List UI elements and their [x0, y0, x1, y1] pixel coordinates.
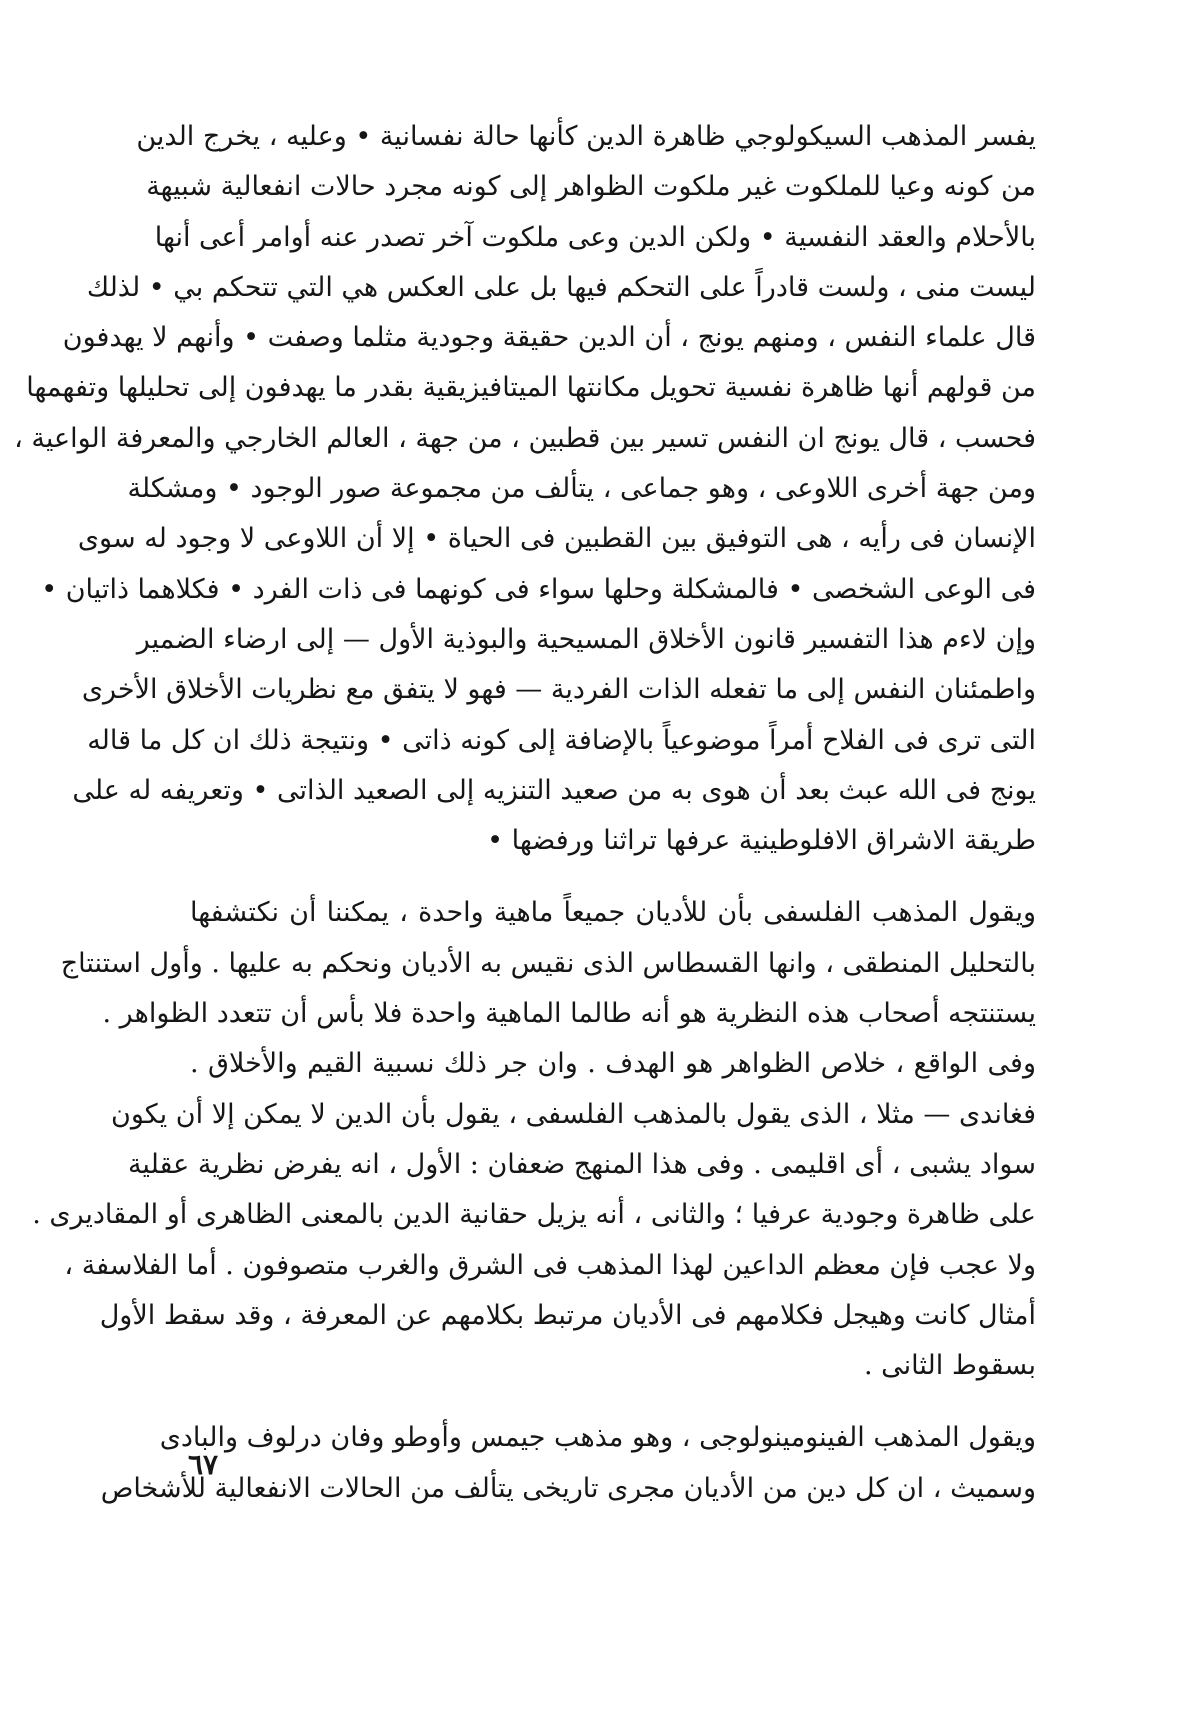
- text-line: فى الوعى الشخصى • فالمشكلة وحلها سواء فى كونهما فى ذات الفرد • فكلاهما ذاتيان •: [41, 573, 1036, 605]
- paragraph-gap: [190, 1391, 1036, 1413]
- text-line: على ظاهرة وجودية عرفيا ؛ والثانى ، أنه يزيل حقانية الدين بالمعنى الظاهرى أو المقاديرى .: [32, 1199, 1036, 1231]
- text-line: وفى الواقع ، خلاص الظواهر هو الهدف . وان جر ذلك نسبية القيم والأخلاق .: [190, 1048, 1036, 1080]
- text-line: أمثال كانت وهيجل فكلامهم فى الأديان مرتبط بكلامهم عن المعرفة ، وقد سقط الأول: [99, 1299, 1036, 1331]
- text-line: طريقة الاشراق الافلوطينية عرفها تراثنا ورفضها •: [487, 825, 1036, 857]
- text-line: ويقول المذهب الفينومينولوجى ، وهو مذهب جيمس وأوطو وفان درلوف والبادى: [159, 1422, 1036, 1454]
- text-line: ليست منى ، ولست قادراً على التحكم فيها بل على العكس هي التي تتحكم بي • لذلك: [86, 271, 1036, 303]
- text-line: يفسر المذهب السيكولوجي ظاهرة الدين كأنها حالة نفسانية • وعليه ، يخرج الدين: [136, 121, 1036, 152]
- text-line: التى ترى فى الفلاح أمراً موضوعياً بالإضافة إلى كونه ذاتى • ونتيجة ذلك ان كل ما قاله: [87, 724, 1036, 756]
- text-line: بالأحلام والعقد النفسية • ولكن الدين وعى ملكوت آخر تصدر عنه أوامر أعى أنها: [154, 221, 1036, 253]
- paragraph-psychological: [14, 112, 1036, 866]
- page-number: ٦٧: [188, 1448, 219, 1481]
- text-line: ويقول المذهب الفلسفى بأن للأديان جميعاً ماهية واحدة ، يمكننا أن نكتشفها: [190, 897, 1036, 929]
- text-line: بالتحليل المنطقى ، وانها القسطاس الذى نقيس به الأديان ونحكم به عليها . وأول استنتاج: [60, 947, 1036, 979]
- text-line: ولا عجب فإن معظم الداعين لهذا المذهب فى الشرق والغرب متصوفون . أما الفلاسفة ،: [64, 1249, 1036, 1281]
- text-line: يونج فى الله عبث بعد أن هوى به من صعيد التنزيه إلى الصعيد الذاتى • وتعريفه له على: [72, 774, 1036, 806]
- paragraph-philosophical: [32, 888, 1036, 1391]
- text-line: سواد يشبى ، أى اقليمى . وفى هذا المنهج ضعفان : الأول ، انه يفرض نظرية عقلية: [127, 1148, 1036, 1180]
- text-line: ومن جهة أخرى اللاوعى ، وهو جماعى ، يتألف من مجموعة صور الوجود • ومشكلة: [127, 473, 1036, 505]
- text-line: من كونه وعيا للملكوت غير ملكوت الظواهر إلى كونه مجرد حالات انفعالية شبيهة: [146, 171, 1036, 203]
- text-line: قال علماء النفس ، ومنهم يونج ، أن الدين حقيقة وجودية مثلما وصفت • وأنهم لا يهدفون: [62, 322, 1036, 354]
- paragraph-phenomenological: [100, 1413, 1036, 1514]
- text-line: واطمئنان النفس إلى ما تفعله الذات الفردية — فهو لا يتفق مع نظريات الأخلاق الأخرى: [81, 674, 1036, 706]
- text-line: يستنتجه أصحاب هذه النظرية هو أنه طالما الماهية واحدة فلا بأس أن تتعدد الظواهر .: [102, 998, 1036, 1030]
- text-line: من قولهم أنها ظاهرة نفسية تحويل مكانتها الميتافيزيقية بقدر ما يهدفون إلى تحليلها وتفهمها: [26, 372, 1036, 404]
- text-line: فغاندى — مثلا ، الذى يقول بالمذهب الفلسفى ، يقول بأن الدين لا يمكن إلا أن يكون: [111, 1098, 1036, 1130]
- paragraph-gap: [190, 866, 1036, 888]
- text-line: وإن لاءم هذا التفسير قانون الأخلاق المسيحية والبوذية الأول — إلى ارضاء الضمير: [136, 623, 1036, 655]
- text-line: وسميث ، ان كل دين من الأديان مجرى تاريخى يتألف من الحالات الانفعالية للأشخاص: [100, 1472, 1036, 1504]
- text-line: فحسب ، قال يونج ان النفس تسير بين قطبين ، من جهة ، العالم الخارجي والمعرفة الواعية ،: [14, 422, 1036, 454]
- text-line: بسقوط الثانى .: [863, 1350, 1036, 1382]
- main-text: [14, 112, 1036, 1514]
- text-line: الإنسان فى رأيه ، هى التوفيق بين القطبين فى الحياة • إلا أن اللاوعى لا وجود له سوى: [77, 523, 1036, 555]
